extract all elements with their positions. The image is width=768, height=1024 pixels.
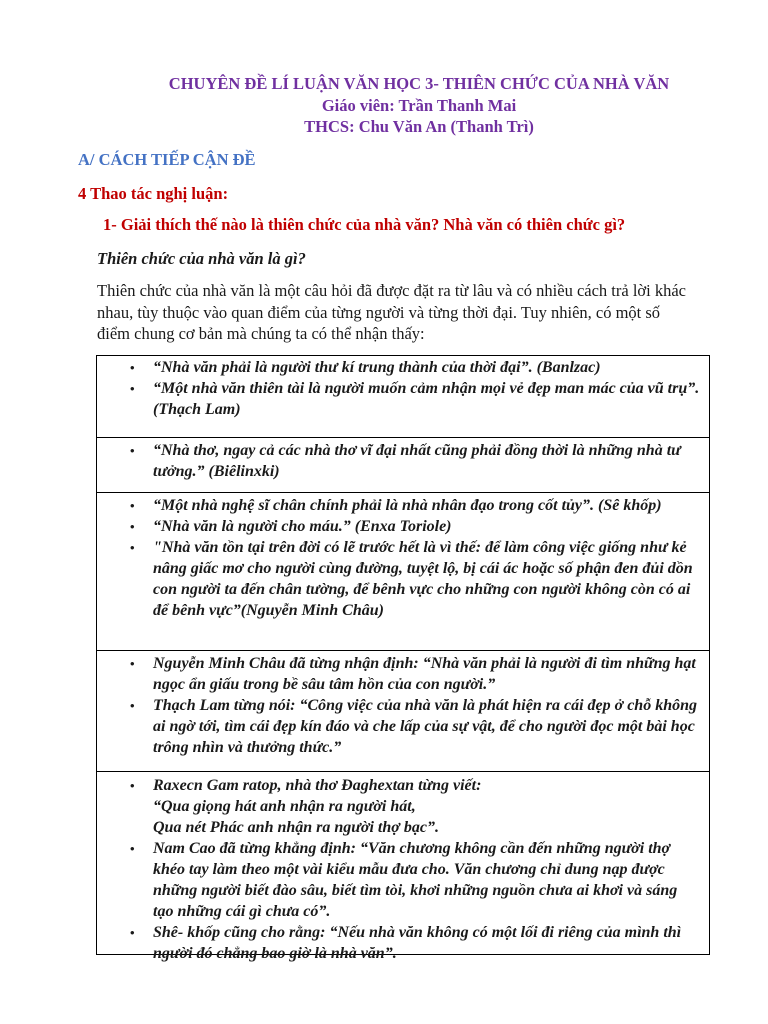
list-item (97, 378, 709, 420)
list-item (97, 495, 709, 516)
list-item (97, 922, 709, 964)
quote-text: Nam Cao đã từng khẳng định: “Văn chương không cần đến những người thợ khéo tay làm theo một vài kiểu mẫu đưa cho. Văn chương chỉ dung nạp được những người biết đào sâu, biết tìm tòi, khơi những nguồn chưa ai khơi và sáng tạo những cái gì chưa có”. (153, 840, 678, 920)
quote-text: “Nhà thơ, ngay cả các nhà thơ vĩ đại nhất cũng phải đồng thời là những nhà tư tưởng.” (Biêlinxki) (153, 442, 681, 480)
list-item (97, 775, 709, 796)
quote-text: “Nhà văn là người cho máu.” (Enxa Toriole) (153, 518, 452, 535)
teacher-line: Giáo viên: Trần Thanh Mai (321, 95, 517, 115)
bullet-icon: • (130, 381, 135, 396)
list-item (97, 838, 709, 922)
bullet-icon: • (130, 360, 135, 375)
section-4-heading: 4 Thao tác nghị luận: (78, 184, 229, 203)
list-item (97, 440, 709, 482)
quote-text: Nguyễn Minh Châu đã từng nhận định: “Nhà văn phải là người đi tìm những hạt ngọc ẩn giấu trong bề sâu tâm hồn của con người.” (153, 655, 696, 693)
table-row (97, 437, 709, 492)
document-title: CHUYÊN ĐỀ LÍ LUẬN VĂN HỌC 3- THIÊN CHỨC CỦA NHÀ VĂN (168, 74, 670, 93)
quote-text: Raxecn Gam ratop, nhà thơ Đaghextan từng viết: (153, 777, 482, 794)
bullet-icon: • (130, 656, 135, 671)
table-row (97, 771, 709, 962)
bullet-icon: • (130, 519, 135, 534)
list-item (97, 357, 709, 378)
quote-text: “Một nhà nghệ sĩ chân chính phải là nhà nhân đạo trong cốt tủy”. (Sê khốp) (153, 497, 662, 514)
table-row (97, 356, 709, 437)
bullet-icon: • (130, 498, 135, 513)
quote-text: Shê- khốp cũng cho rằng: “Nếu nhà văn không có một lối đi riêng của mình thì người đó chẳng bao giờ là nhà văn”. (153, 924, 682, 962)
school-line: THCS: Chu Văn An (Thanh Trì) (304, 117, 534, 136)
bullet-icon: • (130, 698, 135, 713)
list-item (97, 516, 709, 537)
question-1-heading: 1- Giải thích thế nào là thiên chức của nhà văn? Nhà văn có thiên chức gì? (103, 215, 626, 234)
quote-text: “Một nhà văn thiên tài là người muốn cảm nhận mọi vẻ đẹp man mác của vũ trụ”. (Thạch Lam) (153, 380, 700, 418)
table-row (97, 492, 709, 650)
table-row (97, 650, 709, 771)
bullet-icon: • (130, 925, 135, 940)
document-header (0, 73, 768, 138)
list-item (97, 695, 709, 758)
verse-line: Qua nét Phác anh nhận ra người thợ bạc”. (153, 819, 439, 836)
bullet-icon: • (130, 443, 135, 458)
list-item (97, 537, 709, 621)
section-a-heading: A/ CÁCH TIẾP CẬN ĐỀ (78, 150, 256, 169)
list-item (97, 653, 709, 695)
question-subheading: Thiên chức của nhà văn là gì? (97, 249, 306, 268)
bullet-icon: • (130, 540, 135, 555)
bullet-icon: • (130, 778, 135, 793)
quotes-table (96, 355, 710, 962)
quote-text: “Nhà văn phải là người thư kí trung thành của thời đại”. (Banlzac) (153, 359, 601, 376)
quote-text: "Nhà văn tồn tại trên đời có lẽ trước hết là vì thế: để làm công việc giống như kẻ nâng giấc mơ cho người cùng đường, tuyệt lộ, bị cái ác hoặc số phận đen đủi dồn con người ta đến chân tường, để bênh vực cho những con người không còn có ai để bênh vực”(Nguyễn Minh Châu) (153, 539, 693, 619)
intro-paragraph: Thiên chức của nhà văn là một câu hỏi đã được đặt ra từ lâu và có nhiều cách trả lời khác nhau, tùy thuộc vào quan điểm của từng người và từng thời đại. Tuy nhiên, có một số điểm chung cơ bản mà chúng ta có thể nhận thấy: (97, 281, 686, 343)
verse-line: “Qua giọng hát anh nhận ra người hát, (153, 798, 416, 815)
bullet-icon: • (130, 841, 135, 856)
quote-text: Thạch Lam từng nói: “Công việc của nhà văn là phát hiện ra cái đẹp ở chỗ không ai ngờ tới, tìm cái đẹp kín đáo và che lấp của sự vật, để cho người đọc một bài học trông nhìn và thưởng thức.” (153, 697, 697, 756)
